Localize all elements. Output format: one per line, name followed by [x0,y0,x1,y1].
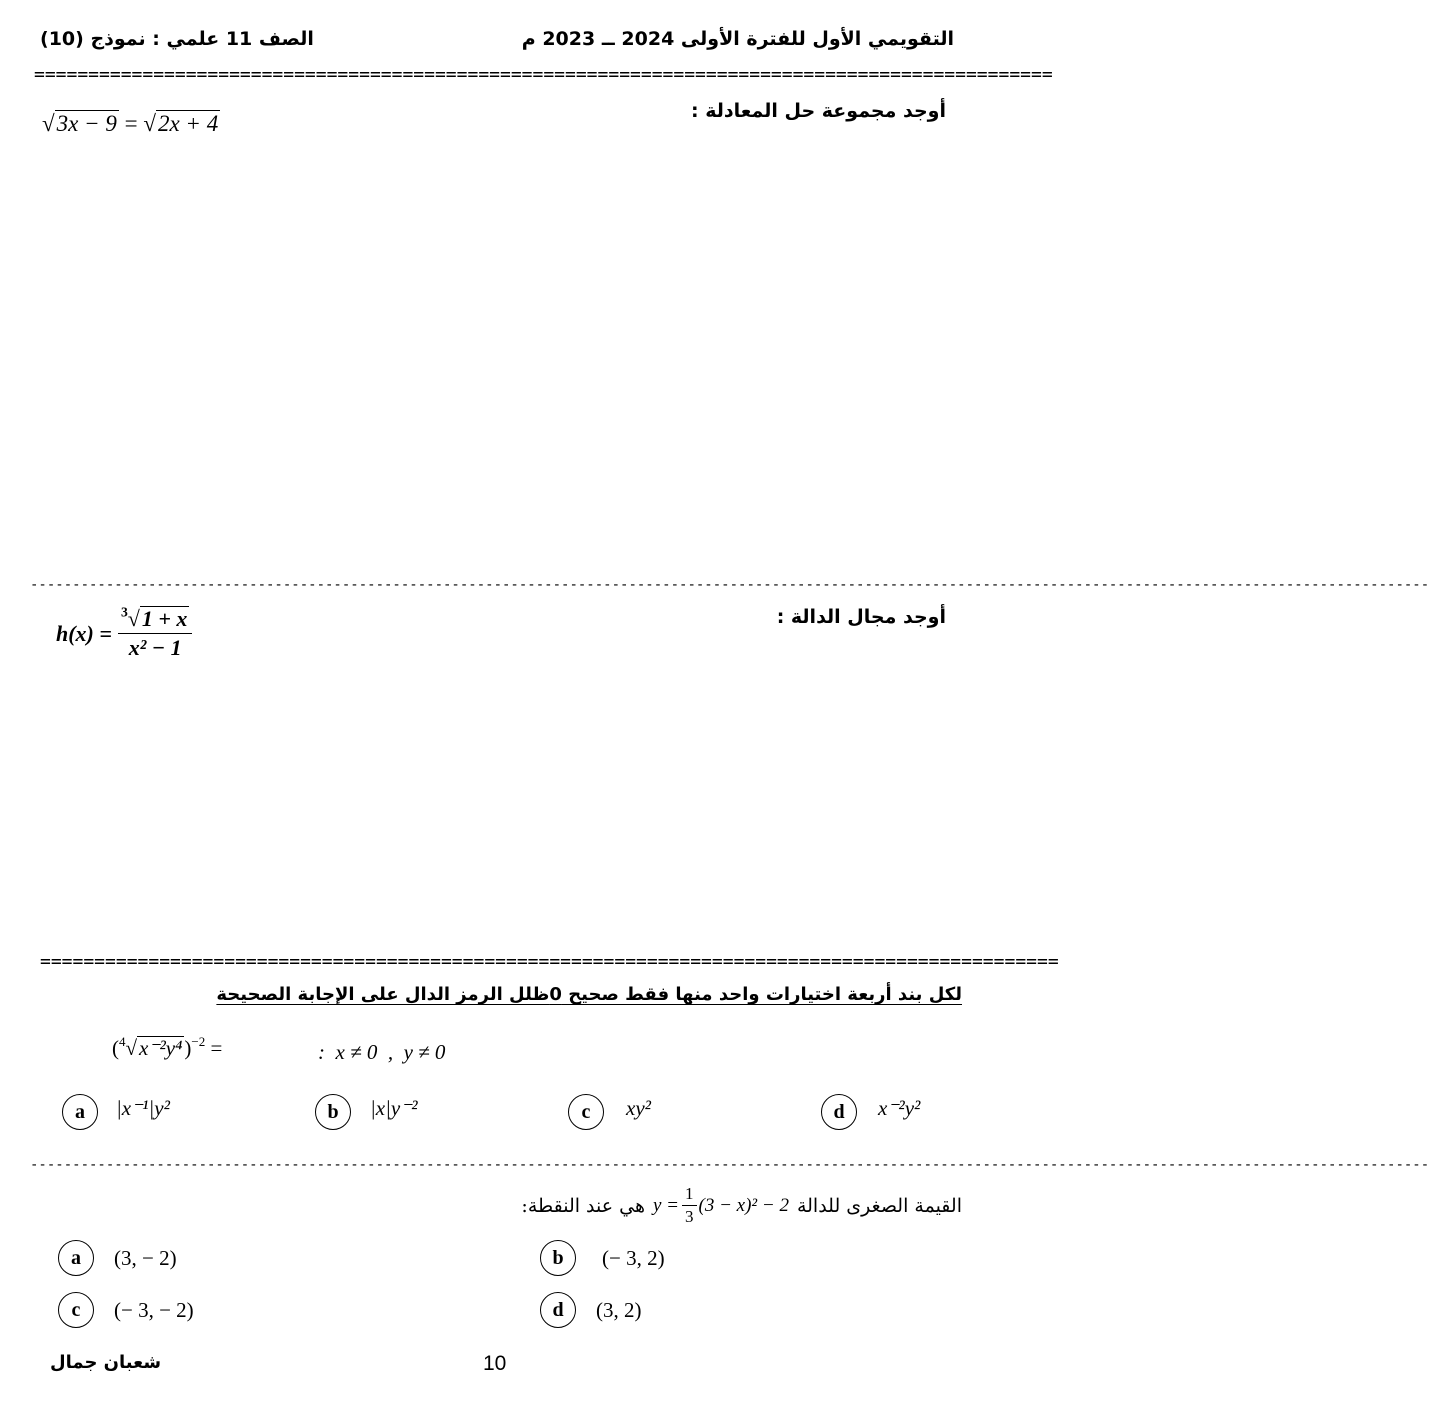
mc1-option-b-circle[interactable]: b [315,1094,351,1130]
mc2-stem-after: هي عند النقطة: [521,1194,645,1217]
mc1-option-c-circle[interactable]: c [568,1094,604,1130]
grade-model-label: الصف 11 علمي : نموذج (10) [40,28,314,50]
page-number: 10 [483,1352,507,1375]
mc2-frac-num: 1 [682,1184,697,1206]
mc1-option-a-circle[interactable]: a [62,1094,98,1130]
q1-lhs-radicand: 3x − 9 [56,111,117,136]
mc1-power: −2 [191,1033,206,1049]
q1-equation: √3x − 9 = √2x + 4 [42,111,219,136]
mc1-index: 4 [119,1033,126,1049]
dashed-divider-2: ---------------------------------------------------------------------------------------------------------------------------------------------------------------------- [30,1157,1429,1173]
mc1-option-a-text: |x⁻¹|y² [116,1096,170,1120]
mc2-frac-den: 3 [685,1207,694,1226]
dashed-divider-1: ---------------------------------------------------------------------------------------------------------------------------------------------------------------------- [30,577,1429,593]
double-divider-middle: ============================================================================================== [40,951,1059,972]
mc2-option-b-circle[interactable]: b [540,1240,576,1276]
mc1-expression: $(^4√x^{-2}y^4)^{-2}$ = [112,1033,223,1060]
mc2-stem [521,1184,962,1227]
mc2-option-b-text: (− 3, 2) [602,1246,665,1270]
author-name: شعبان جمال [50,1352,162,1373]
mc1-option-c-text: xy² [626,1096,651,1120]
mc1-option-d-circle[interactable]: d [821,1094,857,1130]
mc2-function: y = $\frac{1}{3}$ (3 − x)² − 2 [653,1184,789,1226]
mc2-option-c-circle[interactable]: c [58,1292,94,1328]
q1-rhs-radicand: 2x + 4 [157,111,219,136]
q2-denominator: x² − 1 [128,635,182,660]
q1-prompt: أوجد مجموعة حل المعادلة : [691,100,946,122]
mc2-option-a-circle[interactable]: a [58,1240,94,1276]
q2-function: h(x) = $\frac{^3√1 + x}{\text{x² − 1}}$ [56,606,192,661]
exam-title: التقويمي الأول للفترة الأولى 2024 ــ 2023 م [521,28,954,50]
mc2-stem-before: القيمة الصغرى للدالة [796,1194,962,1217]
q2-numerator: 1 + x [141,606,188,631]
mc2-option-d-text: (3, 2) [596,1298,642,1322]
double-divider-top: ============================================================================================== [34,64,1053,85]
mc2-option-d-circle[interactable]: d [540,1292,576,1328]
section-instruction: لكل بند أربعة اختيارات واحد منها فقط صحيح 0ظلل الرمز الدال على الإجابة الصحيحة [216,984,962,1005]
q2-prompt: أوجد مجال الدالة : [776,606,946,628]
mc1-condition: : x ≠ 0 , y ≠ 0 [318,1040,446,1064]
mc2-option-a-text: (3, − 2) [114,1246,177,1270]
mc1-radicand: x⁻²y⁴ [139,1036,183,1060]
mc2-option-c-text: (− 3, − 2) [114,1298,194,1322]
mc1-option-d-text: x⁻²y² [878,1096,921,1120]
q2-func-label: h(x) = [56,620,112,646]
mc1-option-b-text: |x|y⁻² [370,1096,418,1120]
q2-cube-index: 3 [120,604,128,620]
